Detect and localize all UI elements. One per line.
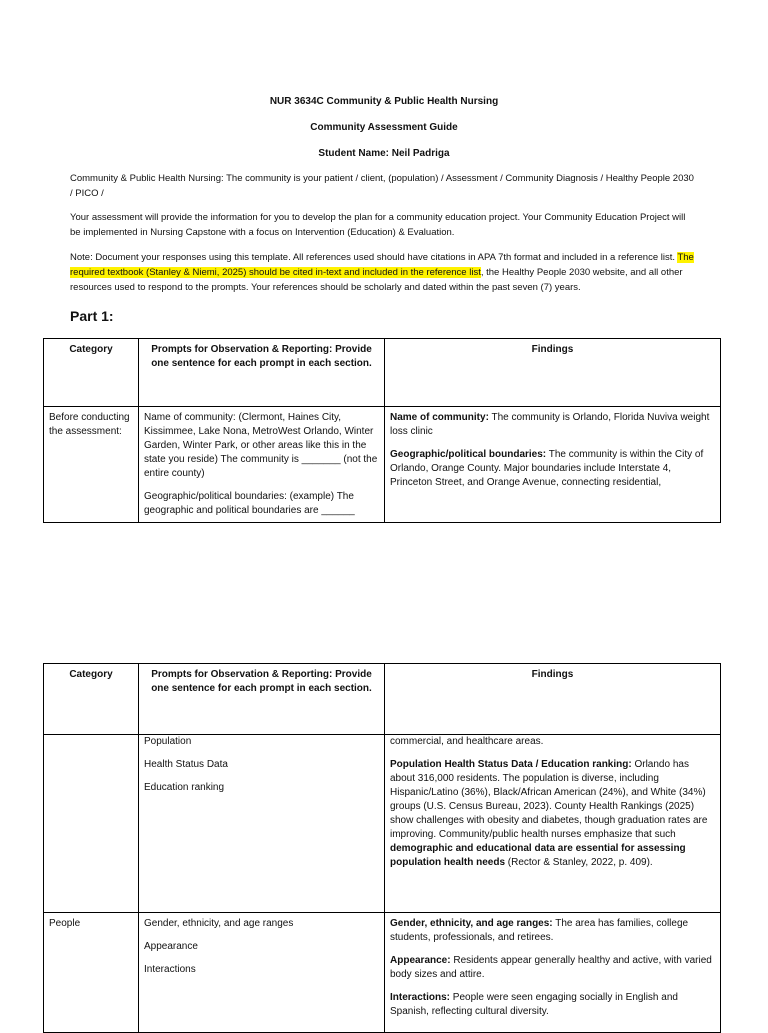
finding-text: (Rector & Stanley, 2022, p. 409). <box>505 857 653 868</box>
prompt-item: Name of community: (Clermont, Haines City, Kissimmee, Lake Nona, MetroWest Orlando, Winter Garden, Winter Park, or other areas like this in the state you reside) The community is _______ (not the entire county) <box>144 412 378 479</box>
findings-cell <box>385 735 721 913</box>
highlighted-text: The required textbook (Stanley & Niemi, 2025) should be cited in-text and included in the reference list <box>70 252 694 278</box>
guide-title: Community Assessment Guide <box>310 122 458 133</box>
finding-item <box>390 991 715 1019</box>
prompt-item: Education ranking <box>144 782 225 793</box>
finding-text: The area has families, college students, professionals, and retirees. <box>390 918 689 943</box>
prompt-item: Interactions <box>144 964 196 975</box>
note-text-a: Note: Document your responses using this template. All references used should have citations in APA 7th format and included in a reference list. <box>70 252 678 263</box>
intro-paragraph-3 <box>70 250 698 295</box>
finding-item <box>390 954 715 982</box>
header-category: Category <box>44 664 139 735</box>
finding-text: Orlando has about 316,000 residents. The population is diverse, including Hispanic/Latino (36%), Black/African American (24%), and White (34%) groups (U.S. Census Bureau, 2023). County Health Rankings (2025) show challenges with obesity and diabetes, though graduation rates are improving. Community/public health nurses emphasize that such <box>390 759 708 840</box>
prompt-cell <box>139 913 385 1033</box>
assessment-table-2 <box>43 663 721 1033</box>
finding-label: Geographic/political boundaries: <box>390 449 547 460</box>
finding-text: The community is within the City of Orlando, Orange County. Major boundaries include Interstate 4, Princeton Street, and Orange Avenue, connecting residential, <box>390 449 704 488</box>
finding-item <box>390 448 715 490</box>
prompt-item: Gender, ethnicity, and age ranges <box>144 918 294 929</box>
finding-text: Residents appear generally healthy and active, with varied body sizes and attire. <box>390 955 712 980</box>
prompt-item: Population <box>144 736 192 747</box>
findings-cell <box>385 913 721 1033</box>
finding-item <box>390 411 715 439</box>
intro-paragraph-2: Your assessment will provide the information for you to develop the plan for a community education project. Your Community Education Project will be implemented in Nursing Capstone with a focus on Intervention (Education) & Evaluation. <box>70 212 686 238</box>
course-title: NUR 3634C Community & Public Health Nursing <box>269 96 499 107</box>
prompt-item: Health Status Data <box>144 759 228 770</box>
header-findings: Findings <box>385 339 721 407</box>
header-prompts: Prompts for Observation & Reporting: Provide one sentence for each prompt in each section. <box>139 664 385 735</box>
student-name: Student Name: Neil Padriga <box>318 148 450 159</box>
finding-emphasis: demographic and educational data are essential for assessing population health needs <box>390 843 686 868</box>
header-category: Category <box>44 339 139 407</box>
category-cell: Before conducting the assessment: <box>44 407 139 523</box>
finding-text: People were seen engaging socially in English and Spanish, reflecting cultural diversity. <box>390 992 678 1017</box>
table-row <box>44 407 721 523</box>
finding-label: Appearance: <box>390 955 451 966</box>
prompt-cell <box>139 735 385 913</box>
finding-label: Interactions: <box>390 992 451 1003</box>
prompt-item: Geographic/political boundaries: (example) The geographic and political boundaries are ______ <box>144 491 355 516</box>
header-prompts: Prompts for Observation & Reporting: Provide one sentence for each prompt in each section. <box>139 339 385 407</box>
category-cell: People <box>44 913 139 1033</box>
finding-text: The community is Orlando, Florida Nuviva weight loss clinic <box>390 412 710 437</box>
table-header-row <box>44 339 721 407</box>
note-text-b: , the Healthy People 2030 website, and all other resources used to respond to the prompts. Your references should be scholarly and dated within the past seven (7) years. <box>70 267 683 293</box>
table-header-row <box>44 664 721 735</box>
finding-label: Population Health Status Data / Education ranking: <box>390 759 632 770</box>
prompt-item: Appearance <box>144 941 198 952</box>
assessment-table-1 <box>43 338 721 523</box>
intro-paragraph-1: Community & Public Health Nursing: The community is your patient / client, (population) / Assessment / Community Diagnosis / Healthy People 2030 / PICO / <box>70 173 694 199</box>
finding-item <box>390 917 715 945</box>
prompt-cell <box>139 407 385 523</box>
findings-cell <box>385 407 721 523</box>
finding-label: Name of community: <box>390 412 489 423</box>
part-heading: Part 1: <box>70 308 114 324</box>
finding-item <box>390 758 715 870</box>
table-row <box>44 735 721 913</box>
table-row <box>44 913 721 1033</box>
header-findings: Findings <box>385 664 721 735</box>
category-cell <box>44 735 139 913</box>
finding-item: commercial, and healthcare areas. <box>390 736 544 747</box>
finding-label: Gender, ethnicity, and age ranges: <box>390 918 553 929</box>
